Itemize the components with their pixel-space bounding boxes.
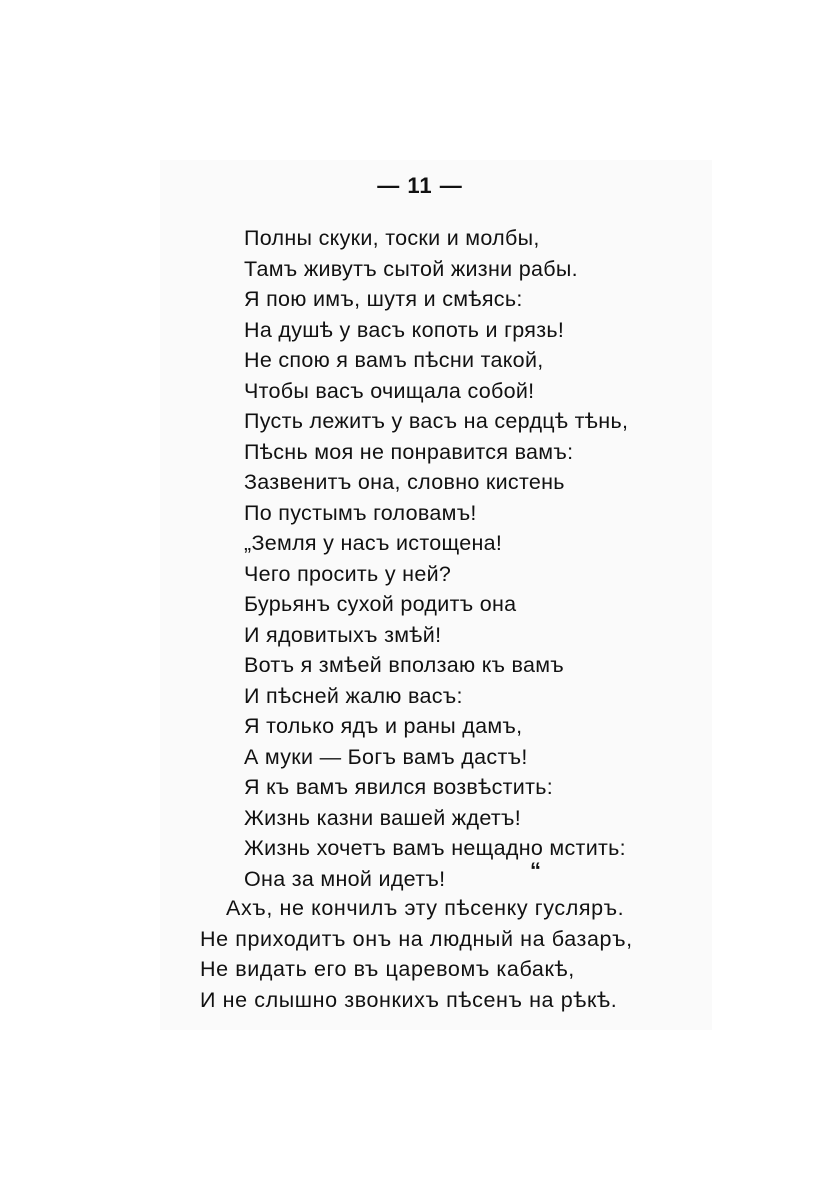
verse-line: Я къ вамъ явился возвѣстить: [244, 775, 554, 799]
verse-line: Бурьянъ сухой родитъ она [244, 592, 517, 616]
verse-line: Чтобы васъ очищала собой! [244, 378, 535, 403]
verse-line: Не спою я вамъ пѣсни такой, [244, 348, 544, 372]
verse-line: Я пою имъ, шутя и смѣясь: [244, 287, 523, 311]
prose-block [200, 893, 633, 1015]
verse-line: И пѣсней жалю васъ: [244, 683, 463, 708]
verse-block [244, 223, 628, 894]
verse-line: Пѣснь моя не понравится вамъ: [244, 439, 574, 464]
verse-line: Жизнь казни вашей ждетъ! [244, 805, 522, 830]
page-number: — 11 — [377, 173, 463, 198]
prose-line: Ахъ, не кончилъ эту пѣсенку гусляръ. [226, 896, 625, 920]
verse-line: По пустымъ головамъ! [244, 500, 477, 525]
prose-line: Не видать его въ царевомъ кабакѣ, [200, 957, 575, 981]
verse-line: Пусть лежитъ у васъ на сердцѣ тѣнь, [244, 409, 629, 433]
verse-line: Она за мной идетъ! [244, 866, 446, 891]
prose-line: Не приходитъ онъ на людный на базаръ, [200, 926, 633, 951]
verse-line: „Земля у насъ истощена! [244, 531, 503, 555]
closing-quote-mark: “ [530, 858, 541, 883]
prose-line: И не слышно звонкихъ пѣсенъ на рѣкѣ. [200, 987, 618, 1012]
verse-line: Полны скуки, тоски и молбы, [244, 226, 540, 250]
verse-line: Я только ядъ и раны дамъ, [244, 714, 523, 738]
verse-line: Зазвенитъ она, словно кистень [244, 470, 565, 494]
verse-line: И ядовитыхъ змѣй! [244, 622, 442, 647]
verse-line: Жизнь хочетъ вамъ нещадно мстить: [244, 836, 626, 860]
verse-line: На душѣ у васъ копоть и грязь! [244, 317, 565, 342]
verse-line: Чего просить у ней? [244, 561, 452, 586]
verse-line: Вотъ я змѣей вползаю къ вамъ [244, 653, 565, 677]
verse-line: Тамъ живутъ сытой жизни рабы. [244, 256, 578, 281]
verse-line: А муки — Богъ вамъ дастъ! [244, 744, 528, 769]
